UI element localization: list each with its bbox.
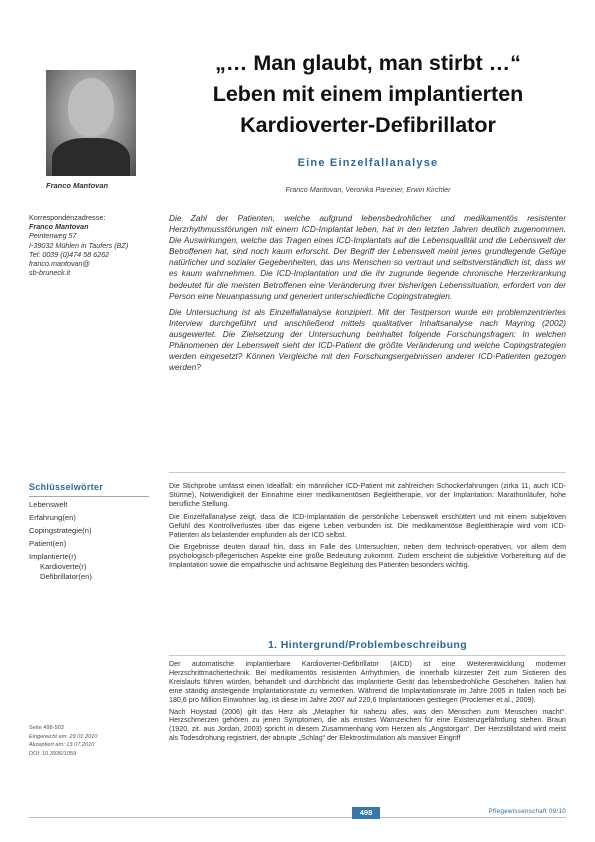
abstract xyxy=(169,213,566,378)
keywords-list xyxy=(29,500,159,581)
title-line: Kardioverter-Defibrillator xyxy=(240,113,496,137)
body-text xyxy=(169,660,566,746)
meta-pages: Seite 498-503 xyxy=(29,725,64,731)
title-line: „… Man glaubt, man stirbt …“ xyxy=(215,51,521,75)
correspondence-email-line2[interactable]: sb-bruneck.it xyxy=(29,268,71,278)
correspondence-block xyxy=(29,213,159,277)
author-photo xyxy=(46,70,136,176)
keyword-sub-item: Defibrillator(en) xyxy=(40,571,92,581)
correspondence-label: Korrespondenzadresse: xyxy=(29,213,106,222)
abstract-paragraph: Die Zahl der Patienten, welche aufgrund lebensbedrohlicher und medikamentös resistenter Herzrhythmusstörungen mit einem ICD-Implantat leben, hat in den letzten Jahren deutlich zugenommen. Die Auswirkungen, welche das Tragen eines ICD-Implantats auf die Lebensqualität und die Lebenswelt der Betroffenen hat, sind noch kaum erforscht. Der Begriff der Lebenswelt meint jenes grundlegende Gefüge natürlicher und sozialer Gegebenheiten, das uns Menschen so vertraut und selbstverständlich ist, dass wir es kaum wahrnehmen. Die ICD-Implantation und die ihr zugrunde liegende chronische Herzerkrankung bedeutet für die meisten Betroffenen eine Veränderung ihrer bisherigen Lebenssituation, erfordert von der Person eine Neuanpassung und generiert unterschiedliche Copingstrategien. xyxy=(169,213,566,301)
section-heading: 1. Hintergrund/Problembeschreibung xyxy=(267,639,468,651)
section-divider xyxy=(169,655,566,656)
summary-paragraph: Die Einzelfallanalyse zeigt, dass die ICD-Implantation die persönliche Lebenswelt erschüttert und mit einem subjektiven Gefühl des Kontrollverlustes über das eigene Leben verbunden ist. Die medikamentöse Begleittherapie wird vom ICD-Patienten als belastender empfunden als der ICD selbst. xyxy=(169,512,566,539)
body-paragraph: Der automatische implantierbare Kardioverter-Defibrillator (AICD) ist eine Weiterentwicklung moderner Herzschrittmachertechnik. Bei medikamentös resistenten Arrhythmien, die innerhalb kürzester Zeit zum Sistieren des Kreislaufs führen würden, behandelt und durchbricht das implantierte Gerät das lebensbedrohliche Geschehen. Italien hat eine ständig ansteigende Implantationsrate zu vermerken. Während die Implantationsrate im Jahre 2005 in Italien noch bei 180,6 pro Million Einwohner lag, ist diese im Jahre 2007 auf 220,6 Implantationen gestiegen (Proclemer et al., 2009). xyxy=(169,660,566,704)
footer-rule xyxy=(29,817,566,818)
title-line: Leben mit einem implantierten xyxy=(212,82,524,106)
photo-head-shape xyxy=(68,78,114,136)
body-paragraph: Nach Hoystad (2006) gilt das Herz als „Metapher für nahezu alles, was den Menschen zum Menschen macht“. Herzschmerzen gehören zu jenen Symptomen, die als ernstes Warnzeichen für eine Existenzgefährdung stehen. Braun (1920, zit. aus Jordan, 2003) spricht in diesem Zusammenhang vom Herzen als „Angstorgan“. Der Herzstillstand wird meist als Todesdrohung registriert, der abrupte „Schlag“ der Elektrostimulation als massiver Eingriff xyxy=(169,707,566,743)
summary-paragraph: Die Stichprobe umfasst einen Idealfall: ein männlicher ICD-Patient mit zahlreichen Schockerfahrungen (zirka 11, auch ICD-Stürme), Notwendigkeit der Einnahme einer medikamentösen Begleittherapie, vor der Implantation: Marathonläufer, hohe berufliche Stellung. xyxy=(169,482,566,508)
article-authors: Franco Mantovan, Veronika Pareiner, Erwin Kirchler xyxy=(285,185,451,194)
keywords-divider xyxy=(29,496,149,497)
summary xyxy=(169,482,566,574)
summary-paragraph: Die Ergebnisse deuten darauf hin, dass im Falle des Untersuchten, neben dem technisch-operativen, vor allem dem psychologisch-pflegerischen Aspekte eine große Bedeutung zukommt. Zudem erscheint die subjektive Vorbereitung auf die Implantation sowie die empathische und achtsame Begleitung des Patienten besonders wichtig. xyxy=(169,543,566,570)
keyword-item: Erfahrung(en) xyxy=(29,513,76,523)
abstract-paragraph: Die Untersuchung ist als Einzelfallanalyse konzipiert. Mit der Testperson wurde ein problemzentriertes Interview durchgeführt und anschließend mittels qualitativer Inhaltsanalyse nach Mayring (2002) ausgewertet. Die Zielsetzung der Untersuchung beinhaltet folgende Forschungsfragen: In welchen Phänomenen der Lebenswelt sieht der ICD-Patient die größte Veränderung und welche Copingstrategien werden eingesetzt? Können Vergleiche mit den Forschungsergebnissen anderer ICD-Patienten gezogen werden? xyxy=(169,306,566,373)
keyword-item: Implantierte(r) xyxy=(29,552,77,562)
author-photo-caption: Franco Mantovan xyxy=(46,181,109,190)
correspondence-phone: Tel: 0039 (0)474 58 6262 xyxy=(29,249,110,259)
correspondence-city: I-39032 Mühlen in Taufers (BZ) xyxy=(29,240,129,250)
keyword-item: Patient(en) xyxy=(29,539,67,549)
correspondence-street: Peintenweg 57 xyxy=(29,231,77,241)
keywords-heading: Schlüsselwörter xyxy=(29,482,104,492)
keyword-item: Lebenswelt xyxy=(29,500,68,509)
meta-accepted: Akzeptiert am: 13.07.2010 xyxy=(29,742,95,749)
correspondence-name: Franco Mantovan xyxy=(29,222,89,232)
article-subtitle: Eine Einzelfallanalyse xyxy=(297,157,439,169)
page-number: 498 xyxy=(352,807,380,819)
keyword-item: Copingstrategie(n) xyxy=(29,526,92,536)
article-title xyxy=(170,48,566,141)
article-meta xyxy=(29,724,159,758)
meta-received: Eingereicht am: 29.01.2010 xyxy=(29,733,98,740)
correspondence-email-line1[interactable]: franco.mantovan@ xyxy=(29,259,90,269)
abstract-divider xyxy=(169,472,566,473)
journal-name: Pflegewissenschaft 09/10 xyxy=(488,808,566,815)
photo-body-shape xyxy=(52,138,130,176)
meta-doi[interactable]: DOI: 10.3936/1059 xyxy=(29,750,77,757)
keyword-sub-item: Kardioverte(r) xyxy=(40,561,87,571)
